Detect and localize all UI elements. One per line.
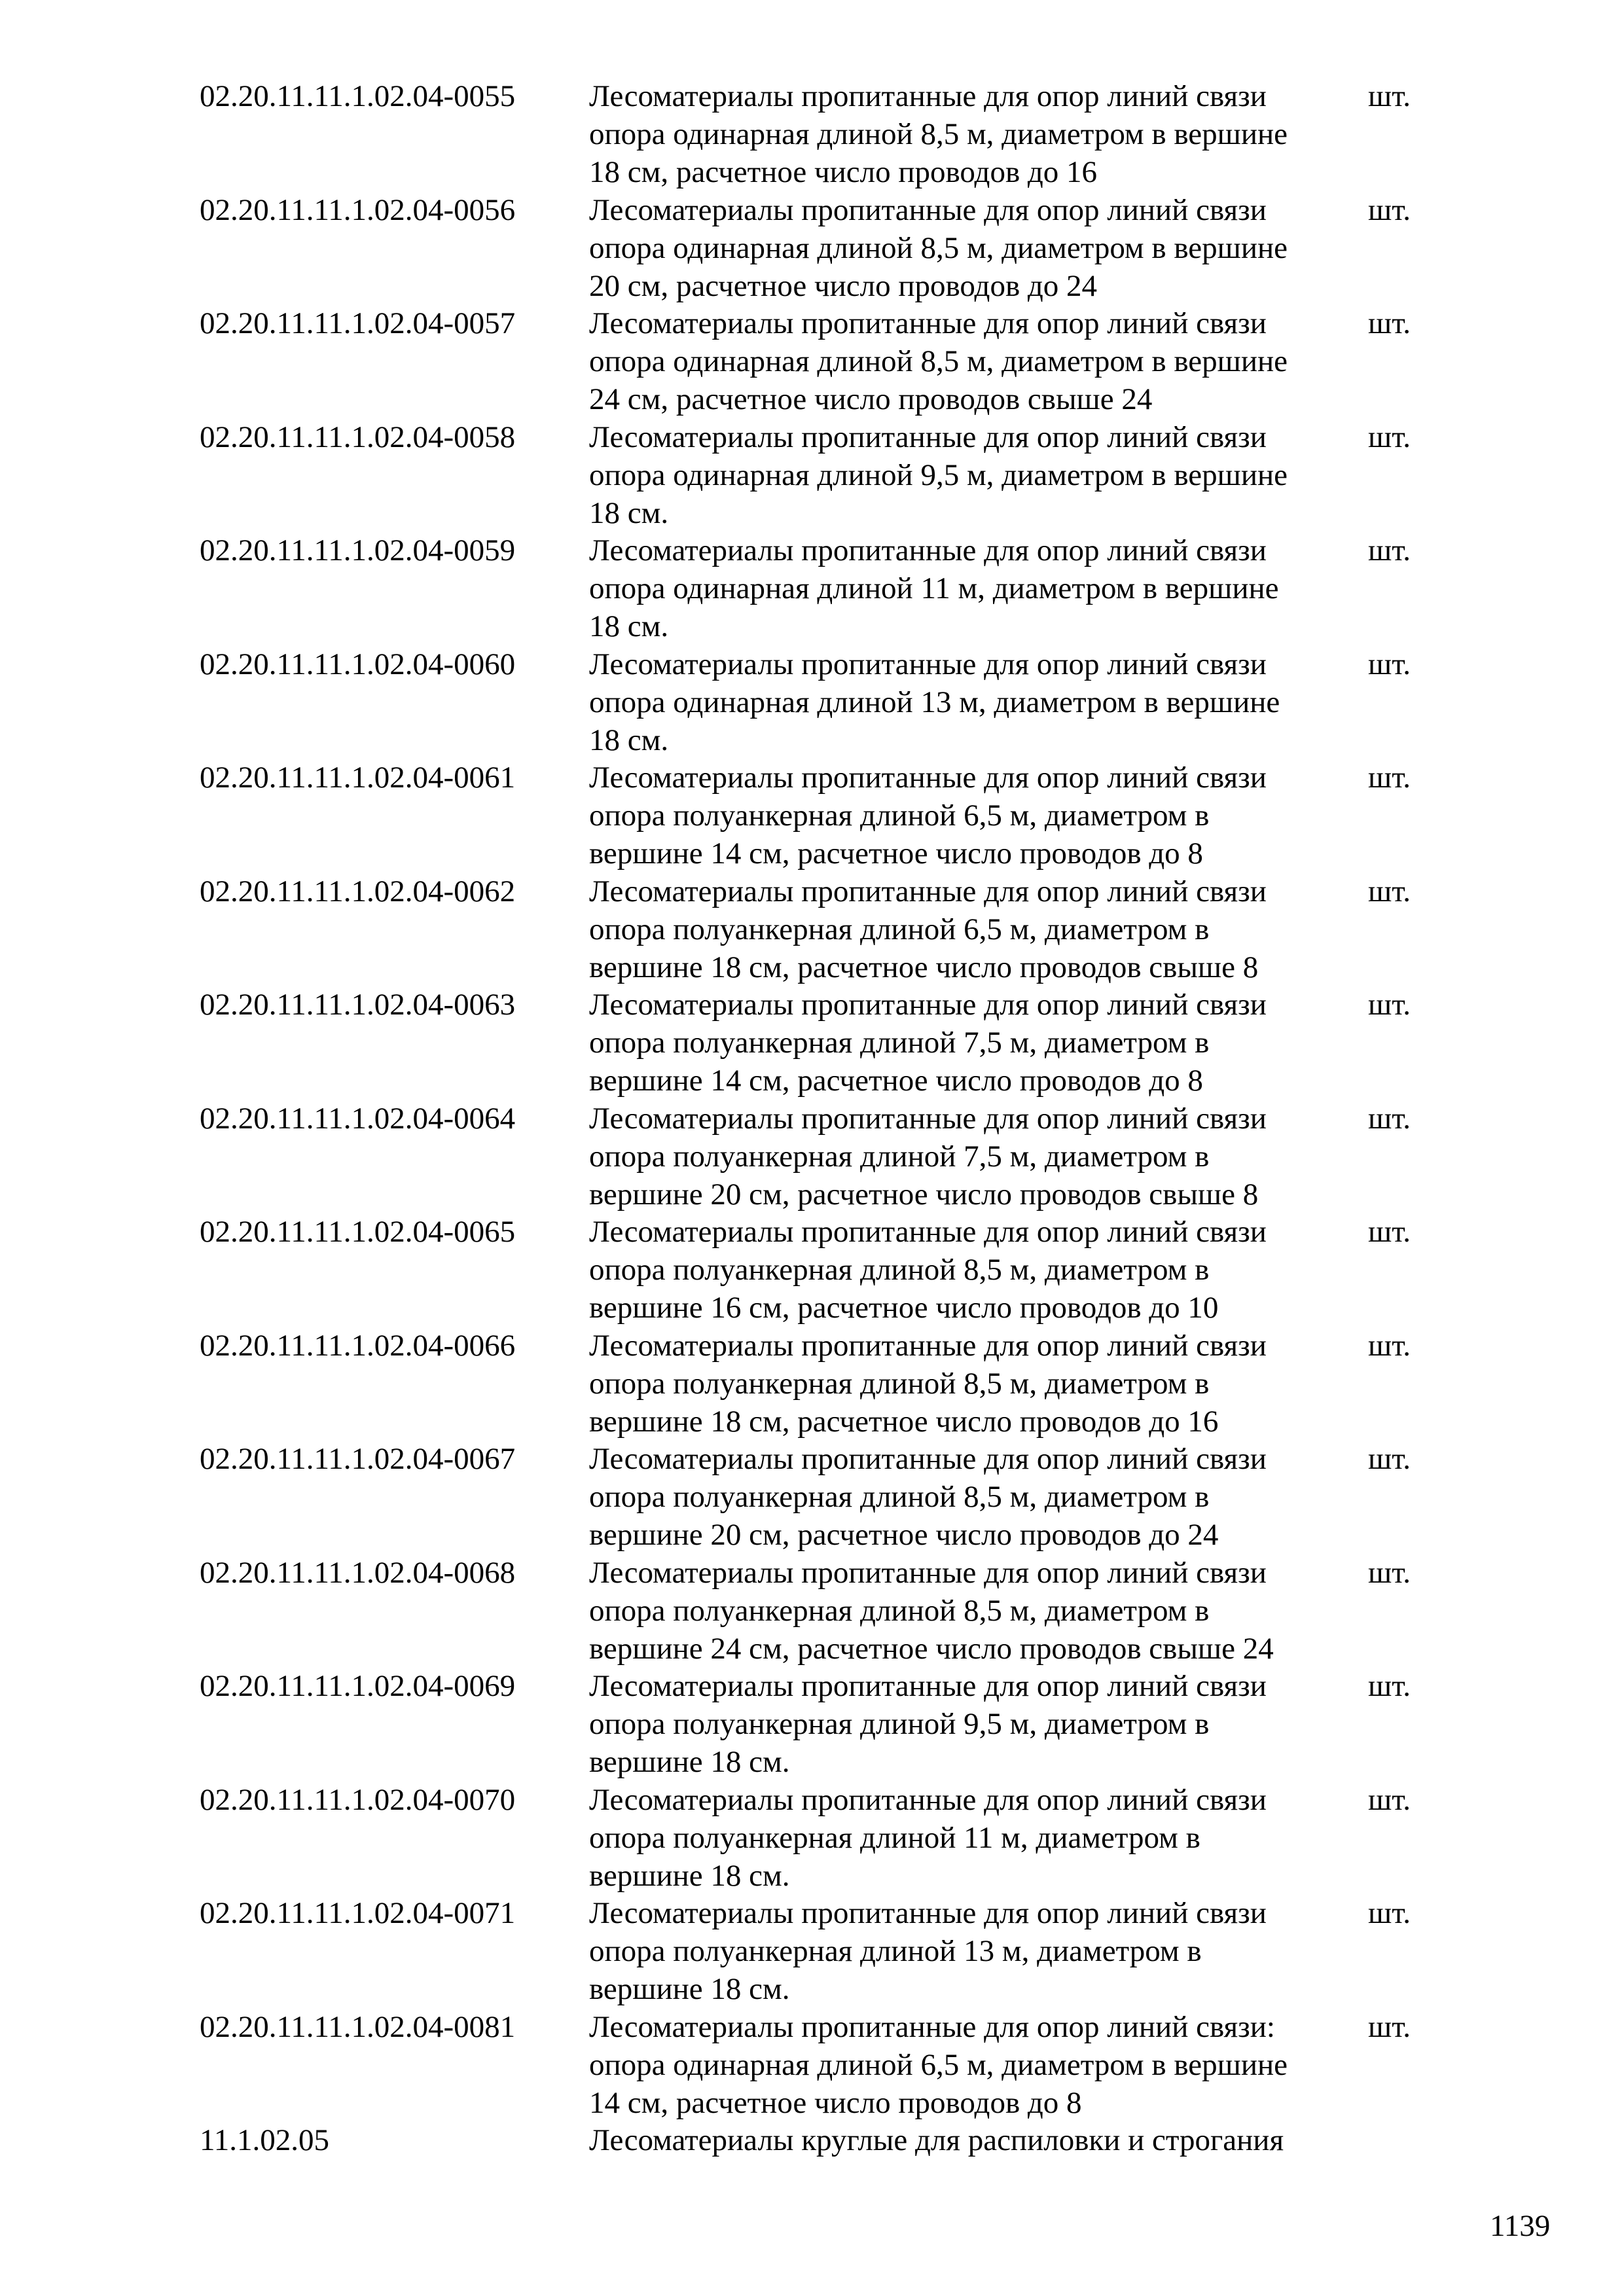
description-line: опора одинарная длиной 11 м, диаметром в вершине	[589, 571, 1279, 605]
unit-of-measure: шт.	[1368, 1215, 1411, 1249]
unit-of-measure: шт.	[1368, 1101, 1411, 1136]
description-line: Лесоматериалы пропитанные для опор линий связи	[589, 1782, 1267, 1817]
description-line: Лесоматериалы пропитанные для опор линий связи	[589, 647, 1267, 681]
description-line: опора полуанкерная длиной 6,5 м, диаметром в	[589, 912, 1210, 946]
resource-code: 02.20.11.11.1.02.04-0069	[200, 1669, 516, 1703]
description-line: вершине 18 см.	[589, 1972, 790, 2006]
resource-code: 02.20.11.11.1.02.04-0060	[200, 647, 516, 681]
description-line: опора одинарная длиной 9,5 м, диаметром в вершине	[589, 457, 1288, 492]
resource-description	[589, 191, 1375, 305]
description-line: 20 см, расчетное число проводов до 24	[589, 268, 1098, 303]
description-line: опора полуанкерная длиной 11 м, диаметром в	[589, 1820, 1200, 1855]
resource-code: 02.20.11.11.1.02.04-0059	[200, 533, 516, 567]
description-line: Лесоматериалы пропитанные для опор линий связи	[589, 1669, 1267, 1703]
description-line: 18 см, расчетное число проводов до 16	[589, 155, 1098, 189]
page-number: 1139	[1490, 2209, 1551, 2243]
resource-description	[589, 304, 1375, 418]
description-line: опора полуанкерная длиной 8,5 м, диаметром в	[589, 1253, 1210, 1287]
unit-of-measure: шт.	[1368, 1555, 1411, 1590]
resource-code: 02.20.11.11.1.02.04-0067	[200, 1442, 516, 1476]
resource-code: 02.20.11.11.1.02.04-0064	[200, 1101, 516, 1136]
description-line: опора полуанкерная длиной 8,5 м, диаметром в	[589, 1480, 1210, 1514]
resource-code: 02.20.11.11.1.02.04-0081	[200, 2009, 516, 2044]
description-line: Лесоматериалы пропитанные для опор линий связи	[589, 1101, 1267, 1136]
unit-of-measure: шт.	[1368, 1328, 1411, 1363]
description-line: Лесоматериалы пропитанные для опор линий связи	[589, 988, 1267, 1022]
resource-description	[589, 1440, 1375, 1554]
resource-code: 02.20.11.11.1.02.04-0068	[200, 1555, 516, 1590]
description-line: Лесоматериалы пропитанные для опор линий связи	[589, 306, 1267, 340]
description-line: опора одинарная длиной 8,5 м, диаметром в вершине	[589, 230, 1288, 265]
unit-of-measure: шт.	[1368, 1896, 1411, 1930]
description-line: вершине 18 см, расчетное число проводов до 16	[589, 1404, 1219, 1439]
resource-description	[589, 418, 1375, 532]
description-line: 24 см, расчетное число проводов свыше 24	[589, 382, 1153, 416]
resource-description	[589, 1554, 1375, 1668]
description-line: опора одинарная длиной 8,5 м, диаметром в вершине	[589, 117, 1288, 151]
description-line: опора полуанкерная длиной 7,5 м, диаметром в	[589, 1026, 1210, 1060]
description-line: Лесоматериалы пропитанные для опор линий связи:	[589, 2009, 1275, 2044]
description-line: Лесоматериалы пропитанные для опор линий связи	[589, 1328, 1267, 1363]
resource-code: 02.20.11.11.1.02.04-0056	[200, 192, 516, 227]
resource-code: 02.20.11.11.1.02.04-0071	[200, 1896, 516, 1930]
unit-of-measure: шт.	[1368, 761, 1411, 795]
resource-description	[589, 645, 1375, 759]
description-line: вершине 14 см, расчетное число проводов до 8	[589, 1064, 1203, 1098]
unit-of-measure: шт.	[1368, 874, 1411, 908]
description-line: 18 см.	[589, 609, 669, 643]
resource-description	[589, 1213, 1375, 1327]
unit-of-measure: шт.	[1368, 420, 1411, 454]
resource-description	[589, 2008, 1375, 2122]
resource-description	[589, 1894, 1375, 2008]
resource-description	[589, 1781, 1375, 1895]
description-line: Лесоматериалы пропитанные для опор линий связи	[589, 1896, 1267, 1930]
description-line: опора полуанкерная длиной 7,5 м, диаметром в	[589, 1139, 1210, 1174]
resource-description	[589, 1327, 1375, 1441]
resource-code: 11.1.02.05	[200, 2123, 330, 2157]
unit-of-measure: шт.	[1368, 1782, 1411, 1817]
description-line: вершине 20 см, расчетное число проводов до 24	[589, 1518, 1219, 1552]
resource-description	[589, 2121, 1375, 2159]
resource-description	[589, 531, 1375, 645]
resource-code: 02.20.11.11.1.02.04-0062	[200, 874, 516, 908]
unit-of-measure: шт.	[1368, 192, 1411, 227]
unit-of-measure: шт.	[1368, 988, 1411, 1022]
unit-of-measure: шт.	[1368, 647, 1411, 681]
resource-code: 02.20.11.11.1.02.04-0061	[200, 761, 516, 795]
description-line: опора полуанкерная длиной 8,5 м, диаметром в	[589, 1366, 1210, 1401]
description-line: Лесоматериалы пропитанные для опор линий связи	[589, 420, 1267, 454]
resource-code: 02.20.11.11.1.02.04-0058	[200, 420, 516, 454]
description-line: вершине 14 см, расчетное число проводов до 8	[589, 836, 1203, 870]
unit-of-measure: шт.	[1368, 533, 1411, 567]
description-line: Лесоматериалы пропитанные для опор линий связи	[589, 79, 1267, 113]
resource-description	[589, 77, 1375, 191]
description-line: вершине 18 см.	[589, 1858, 790, 1893]
description-line: вершине 18 см, расчетное число проводов свыше 8	[589, 950, 1259, 984]
description-line: Лесоматериалы пропитанные для опор линий связи	[589, 1555, 1267, 1590]
description-line: опора полуанкерная длиной 8,5 м, диаметром в	[589, 1593, 1210, 1628]
resource-code: 02.20.11.11.1.02.04-0063	[200, 988, 516, 1022]
unit-of-measure: шт.	[1368, 1442, 1411, 1476]
resource-description	[589, 1100, 1375, 1213]
description-line: опора одинарная длиной 13 м, диаметром в вершине	[589, 685, 1280, 719]
description-line: вершине 18 см.	[589, 1745, 790, 1779]
description-line: 14 см, расчетное число проводов до 8	[589, 2085, 1082, 2120]
description-line: опора полуанкерная длиной 9,5 м, диаметром в	[589, 1707, 1210, 1741]
description-line: Лесоматериалы пропитанные для опор линий связи	[589, 192, 1267, 227]
description-line: вершине 24 см, расчетное число проводов свыше 24	[589, 1631, 1274, 1666]
resource-code: 02.20.11.11.1.02.04-0066	[200, 1328, 516, 1363]
description-line: Лесоматериалы пропитанные для опор линий связи	[589, 761, 1267, 795]
description-line: 18 см.	[589, 495, 669, 530]
resource-code: 02.20.11.11.1.02.04-0070	[200, 1782, 516, 1817]
resource-code: 02.20.11.11.1.02.04-0055	[200, 79, 516, 113]
resource-description	[589, 759, 1375, 872]
unit-of-measure: шт.	[1368, 1669, 1411, 1703]
resource-code: 02.20.11.11.1.02.04-0057	[200, 306, 516, 340]
description-line: опора одинарная длиной 8,5 м, диаметром в вершине	[589, 344, 1288, 378]
description-line: Лесоматериалы пропитанные для опор линий связи	[589, 874, 1267, 908]
description-line: вершине 20 см, расчетное число проводов свыше 8	[589, 1177, 1259, 1211]
description-line: 18 см.	[589, 723, 669, 757]
unit-of-measure: шт.	[1368, 79, 1411, 113]
description-line: вершине 16 см, расчетное число проводов до 10	[589, 1291, 1219, 1325]
resource-description	[589, 986, 1375, 1100]
unit-of-measure: шт.	[1368, 306, 1411, 340]
description-line: опора полуанкерная длиной 13 м, диаметром в	[589, 1934, 1202, 1968]
description-line: опора одинарная длиной 6,5 м, диаметром в вершине	[589, 2047, 1288, 2082]
description-line: Лесоматериалы пропитанные для опор линий связи	[589, 1215, 1267, 1249]
unit-of-measure: шт.	[1368, 2009, 1411, 2044]
description-line: Лесоматериалы пропитанные для опор линий связи	[589, 1442, 1267, 1476]
description-line: Лесоматериалы пропитанные для опор линий связи	[589, 533, 1267, 567]
description-line: Лесоматериалы круглые для распиловки и строгания	[589, 2123, 1284, 2157]
resource-description	[589, 872, 1375, 986]
resource-code: 02.20.11.11.1.02.04-0065	[200, 1215, 516, 1249]
description-line: опора полуанкерная длиной 6,5 м, диаметром в	[589, 798, 1210, 833]
resource-description	[589, 1667, 1375, 1781]
